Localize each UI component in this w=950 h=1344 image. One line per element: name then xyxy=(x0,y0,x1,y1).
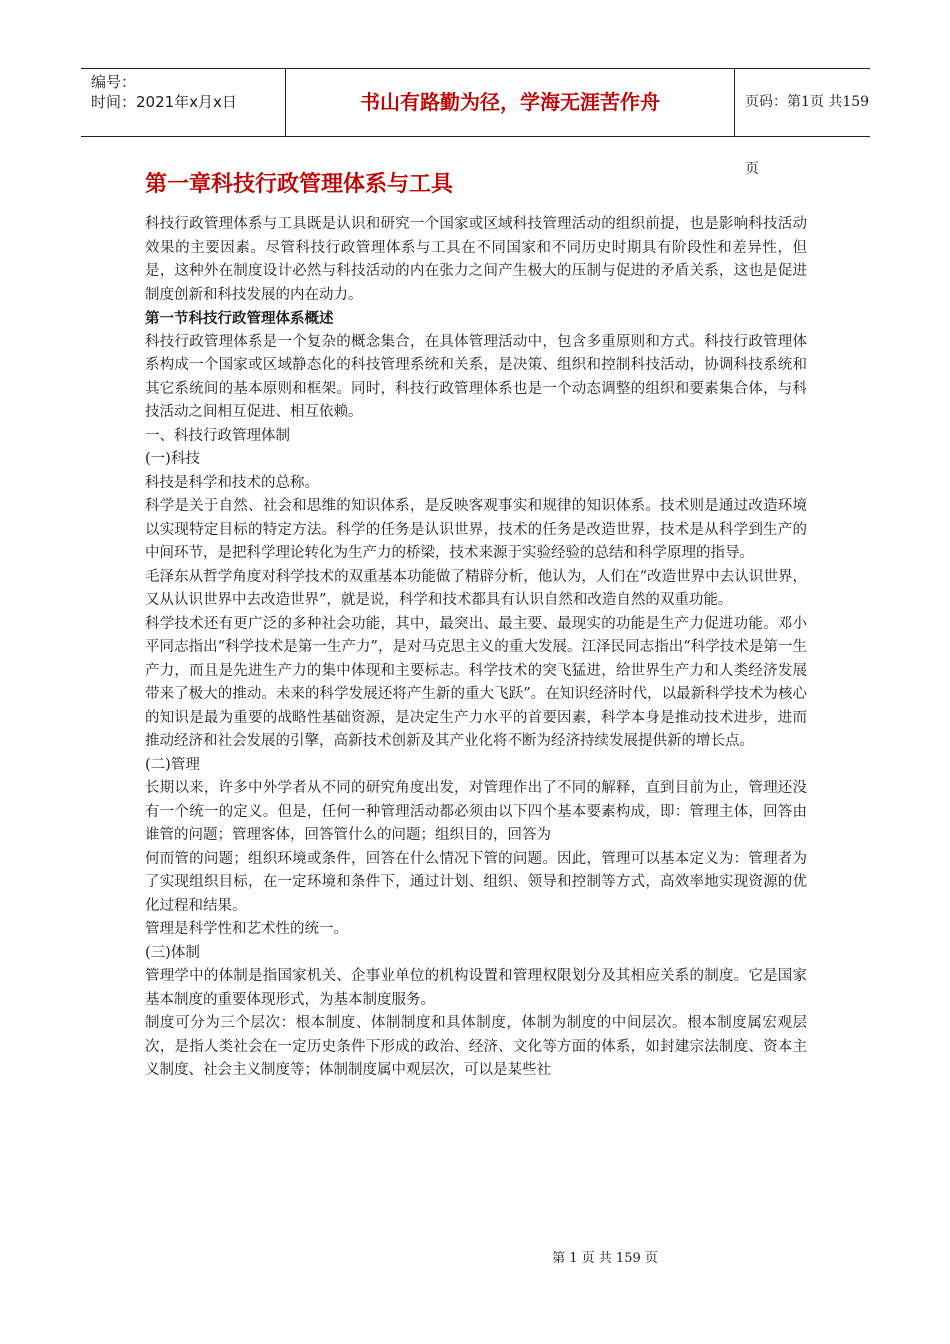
section-heading: 第一节科技行政管理体系概述 xyxy=(145,310,334,327)
subsection-heading: (一)科技 xyxy=(145,451,200,467)
paragraph: 何而管的问题；组织环境或条件，回答在什么情况下管的问题。因此，管理可以基本定义为：管理者为了实现组织目标，在一定环境和条件下，通过计划、组织、领导和控制等方式，高效率地实现资源的优化过程和结果。 xyxy=(145,850,807,914)
paragraph: 科技是科学和技术的总称。 xyxy=(145,474,319,491)
subsection-heading: 一、科技行政管理体制 xyxy=(145,427,290,444)
paragraph: 毛泽东从哲学角度对科学技术的双重基本功能做了精辟分析，他认为，人们在“改造世界中去认识世界，又从认识世界中去改造世界”，就是说，科学和技术都具有认识自然和改造自然的双重功能。 xyxy=(145,568,807,608)
header-meta xyxy=(81,69,286,136)
page-footer: 第 1 页 共 159 页 xyxy=(552,1251,658,1266)
paragraph: 制度可分为三个层次：根本制度、体制制度和具体制度，体制为制度的中间层次。根本制度属宏观层次，是指人类社会在一定历史条件下形成的政治、经济、文化等方面的体系，如封建宗法制度、资本主义制度、社会主义制度等；体制制度属中观层次，可以是某些社 xyxy=(145,1015,807,1078)
chapter-title: 第一章科技行政管理体系与工具 xyxy=(145,171,454,197)
subsection-heading: (二)管理 xyxy=(145,756,200,773)
time-label: 时间：2021年x月x日 xyxy=(91,93,237,111)
paragraph: 管理是科学性和艺术性的统一。 xyxy=(145,921,348,937)
header-page-info: 页码：第1页 共159页 xyxy=(745,94,870,177)
paragraph: 科技行政管理体系是一个复杂的概念集合，在具体管理活动中，包含多重原则和方式。科技行政管理体系构成一个国家或区域静态化的科技管理系统和关系，是决策、组织和控制科技活动，协调科技系统和其它系统间的基本原则和框架。同时，科技行政管理体系也是一个动态调整的组织和要素集合体，与科技活动之间相互促进、相互依赖。 xyxy=(145,333,807,420)
paragraph: 科学技术还有更广泛的多种社会功能，其中，最突出、最主要、最现实的功能是生产力促进功能。邓小平同志指出“科学技术是第一生产力”，是对马克思主义的重大发展。江泽民同志指出“科学技术是第一生产力，而且是先进生产力的集中体现和主要标志。科学技术的突飞猛进，给世界生产力和人类经济发展带来了极大的推动。未来的科学发展还将产生新的重大飞跃”。在知识经济时代，以最新科学技术为核心的知识是最为重要的战略性基础资源，是决定生产力水平的首要因素，科学本身是推动技术进步，进而推动经济和社会发展的引擎，高新技术创新及其产业化将不断为经济持续发展提供新的增长点。 xyxy=(145,615,807,749)
paragraph: 长期以来，许多中外学者从不同的研究角度出发，对管理作出了不同的解释，直到目前为止，管理还没有一个统一的定义。但是，任何一种管理活动都必须由以下四个基本要素构成，即：管理主体，回答由谁管的问题；管理客体，回答管什么的问题；组织目的，回答为 xyxy=(145,780,807,843)
paragraph: 管理学中的体制是指国家机关、企事业单位的机构设置和管理权限划分及其相应关系的制度。它是国家基本制度的重要体现形式，为基本制度服务。 xyxy=(145,968,807,1008)
paragraph: 科学是关于自然、社会和思维的知识体系，是反映客观事实和规律的知识体系。技术则是通过改造环境以实现特定目标的特定方法。科学的任务是认识世界，技术的任务是改造世界，技术是从科学到生产的中间环节，是把科学理论转化为生产力的桥梁，技术来源于实验经验的总结和科学原理的指导。 xyxy=(145,498,807,561)
paragraph: 科技行政管理体系与工具既是认识和研究一个国家或区域科技管理活动的组织前提，也是影响科技活动效果的主要因素。尽管科技行政管理体系与工具在不同国家和不同历史时期具有阶段性和差异性，但是，这种外在制度设计必然与科技活动的内在张力之间产生极大的压制与促进的矛盾关系，这也是促进制度创新和科技发展的内在动力。 xyxy=(145,216,807,303)
header-slogan: 书山有路勤为径，学海无涯苦作舟 xyxy=(286,69,735,136)
subsection-heading: (三)体制 xyxy=(145,944,200,961)
page-header xyxy=(81,68,870,177)
number-label: 编号： xyxy=(91,73,137,91)
document-body xyxy=(145,168,807,1083)
